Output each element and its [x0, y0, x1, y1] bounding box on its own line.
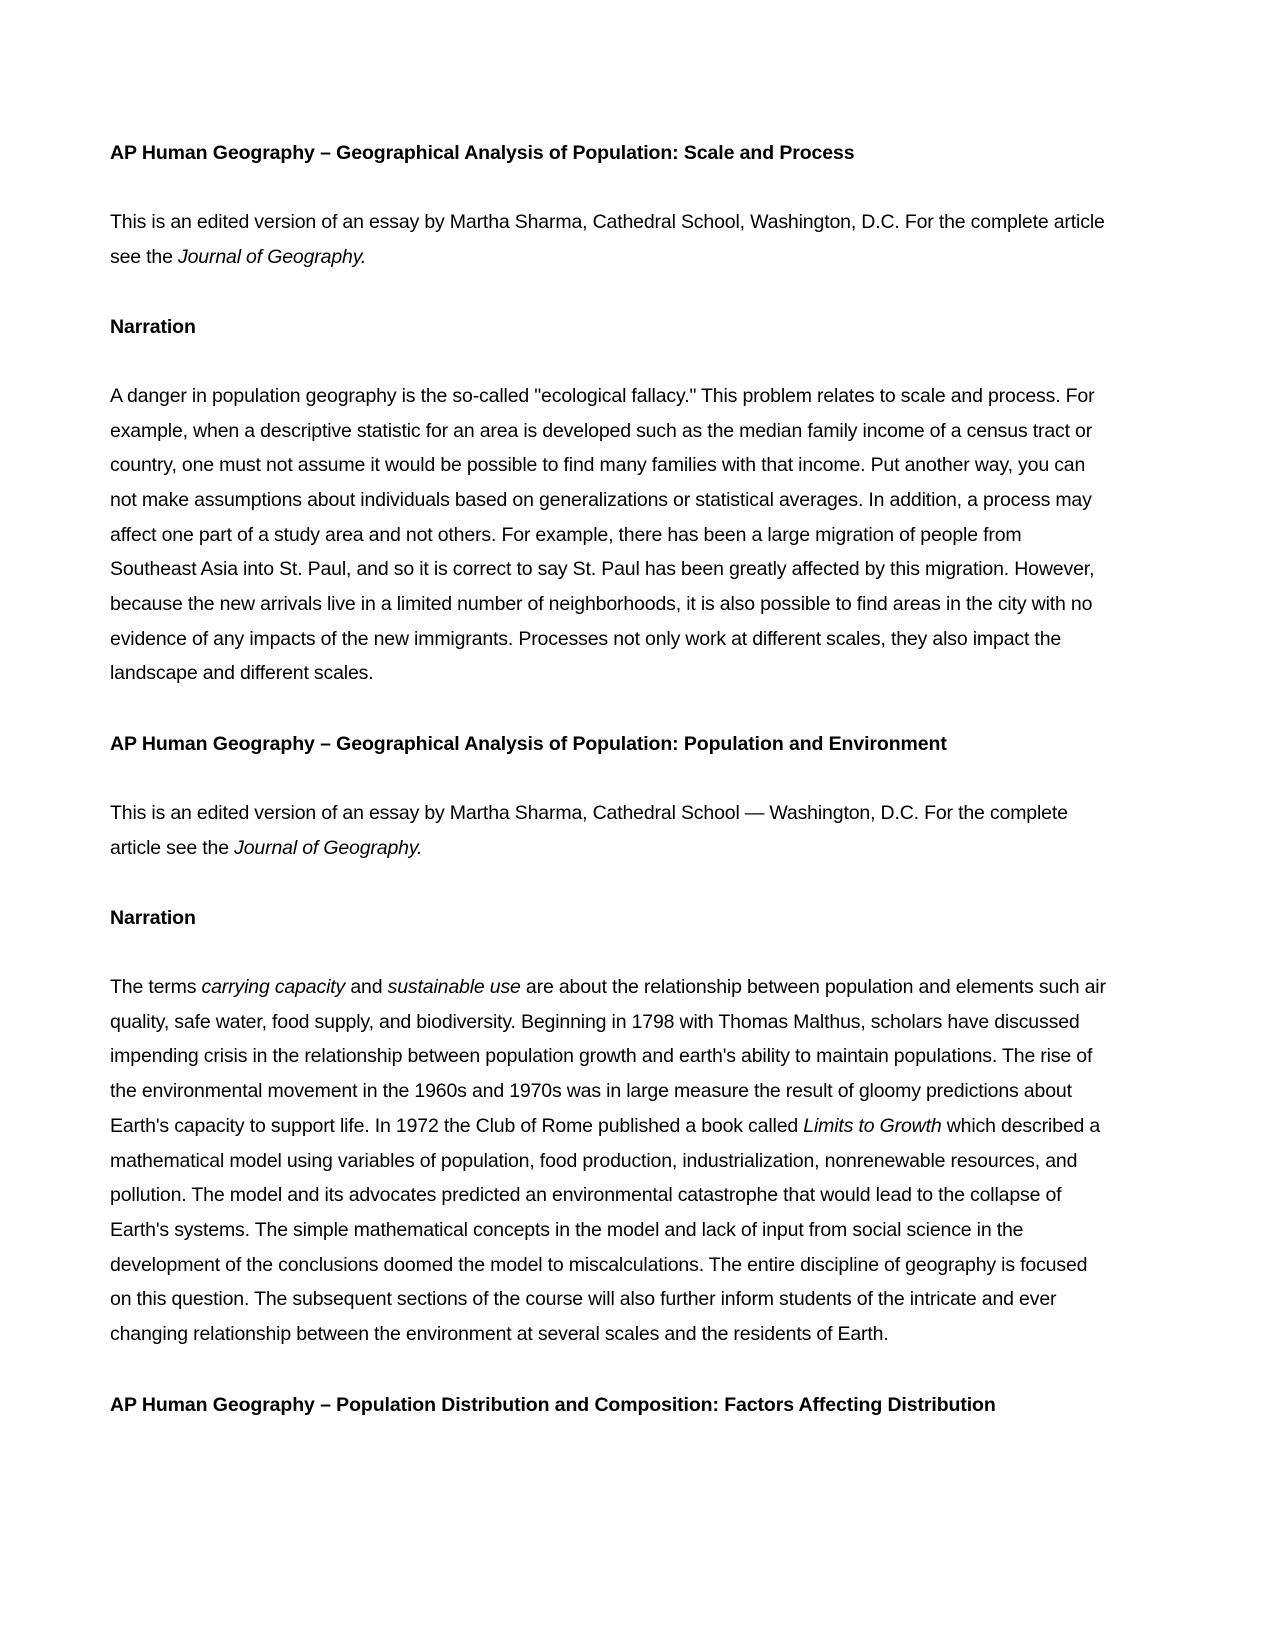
term-sustainable-use: sustainable use	[387, 976, 521, 999]
section-heading-factors-affecting-distribution: AP Human Geography – Population Distribution and Composition: Factors Affecting Distribution	[110, 1393, 996, 1416]
journal-title-2: Journal of Geography.	[234, 837, 423, 860]
spacer	[110, 168, 1110, 205]
spacer	[110, 275, 1110, 312]
document-body	[110, 138, 1110, 1420]
spacer	[110, 759, 1110, 796]
sub-heading-narration-2: Narration	[110, 906, 196, 929]
narration-paragraph-2	[110, 970, 1110, 1352]
narration-paragraph-1: A danger in population geography is the so-called "ecological fallacy." This problem relates to scale and process. For example, when a descriptive statistic for an area is developed such as the median family income of a census tract or country, one must not assume it would be possible to find many families with that income. Put another way, you can not make assumptions about individuals based on generalizations or statistical averages. In addition, a process may affect one part of a study area and not others. For example, there has been a large migration of people from Southeast Asia into St. Paul, and so it is correct to say St. Paul has been greatly affected by this migration. However, because the new arrivals live in a limited number of neighborhoods, it is also possible to find areas in the city with no evidence of any impacts of the new immigrants. Processes not only work at different scales, they also impact the landscape and different scales.	[110, 384, 1095, 685]
narration-2-text-d: which described a mathematical model using variables of population, food production, industrialization, nonrenewable resources, and pollution. The model and its advocates predicted an environmental catastrophe that would lead to the collapse of Earth's systems. The simple mathematical concepts in the model and lack of input from social science in the development of the conclusions doomed the model to miscalculations. The entire discipline of geography is focused on this question. The subsequent sections of the course will also further inform students of the intricate and ever changing relationship between the environment at several scales and the residents of Earth.	[110, 1114, 1101, 1346]
journal-title-1: Journal of Geography.	[177, 245, 367, 268]
intro-paragraph-population-and-environment	[110, 796, 1110, 865]
sub-heading-narration-1: Narration	[110, 315, 196, 338]
term-carrying-capacity: carrying capacity	[201, 976, 346, 999]
intro-text-2: This is an edited version of an essay by Martha Sharma, Cathedral School — Washington, D.C. For the complete article see the	[110, 802, 1068, 860]
intro-paragraph-scale-and-process	[110, 205, 1110, 274]
spacer	[110, 933, 1110, 970]
intro-text-1: This is an edited version of an essay by Martha Sharma, Cathedral School, Washington, D.C. For the complete article see the	[110, 211, 1105, 268]
narration-2-text-a: The terms	[110, 976, 202, 999]
book-title-limits-to-growth: Limits to Growth	[803, 1114, 942, 1137]
spacer	[110, 691, 1110, 729]
section-heading-scale-and-process: AP Human Geography – Geographical Analysis of Population: Scale and Process	[110, 142, 855, 164]
spacer	[110, 866, 1110, 903]
spacer	[110, 342, 1110, 379]
narration-2-text-b: and	[345, 976, 388, 999]
section-heading-population-and-environment: AP Human Geography – Geographical Analysis of Population: Population and Environment	[110, 733, 947, 756]
spacer	[110, 1352, 1110, 1390]
narration-2-text-c: are about the relationship between population and elements such air quality, safe water, food supply, and biodiversity. Beginning in 1798 with Thomas Malthus, scholars have discussed impending crisis in the relationship between population growth and earth's ability to maintain populations. The rise of the environmental movement in the 1960s and 1970s was in large measure the result of gloomy predictions about Earth's capacity to support life. In 1972 the Club of Rome published a book called	[110, 976, 1106, 1137]
